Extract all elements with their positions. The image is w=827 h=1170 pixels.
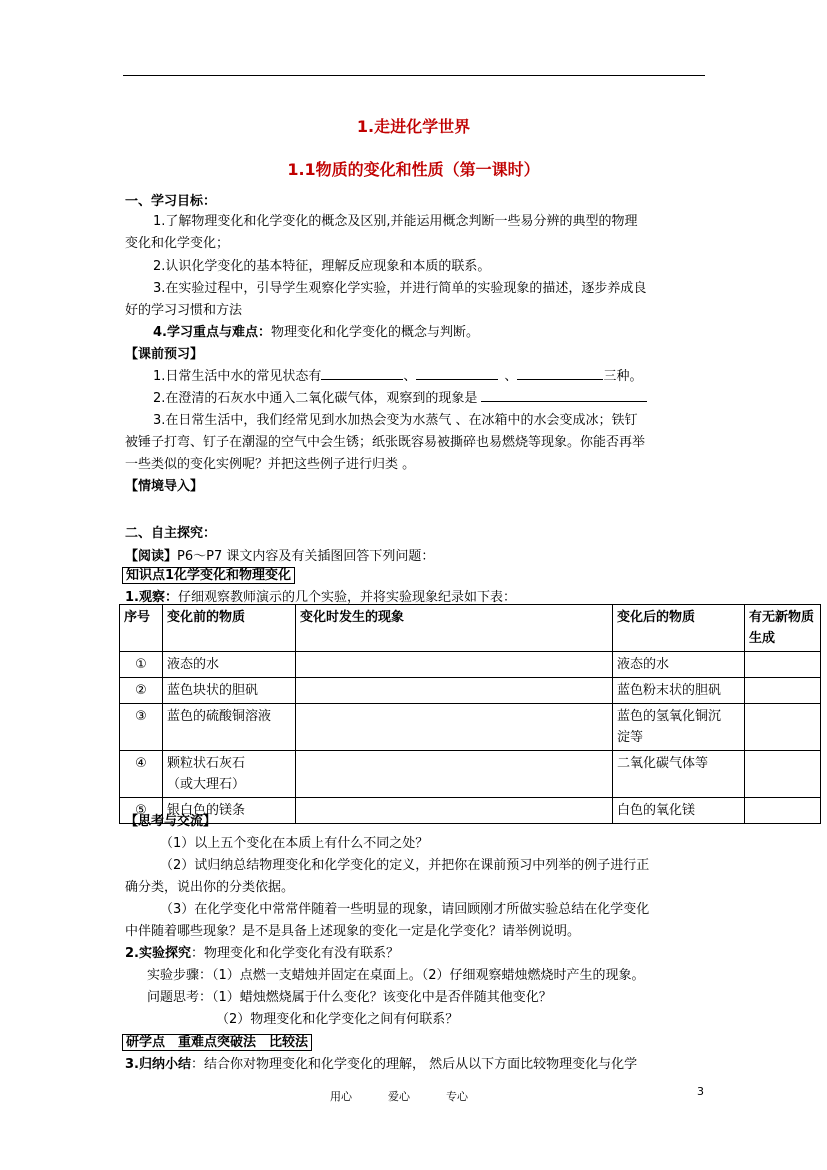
goal-2: 2.认识化学变化的基本特征，理解反应现象和本质的联系。	[153, 259, 491, 274]
row-phenomenon-cell[interactable]	[296, 751, 613, 798]
observe-line	[125, 586, 516, 605]
table-row	[120, 704, 821, 751]
row-before: 银白色的镁条	[163, 798, 296, 824]
think-q2b: 确分类，说出你的分类依据。	[125, 880, 295, 895]
footer-motto-3: 专心	[446, 1090, 468, 1103]
preview-q3b: 被锤子打弯、钉子在潮湿的空气中会生锈；纸张既容易被撕碎也易燃烧等现象。你能否再举	[125, 435, 646, 450]
goal-1b: 变化和化学变化；	[125, 236, 230, 251]
summary-label: 3.归纳小结	[125, 1057, 191, 1072]
row-before	[163, 751, 296, 798]
scene-heading: 【情境导入】	[125, 479, 204, 494]
page-subtitle: 1.1物质的变化和性质（第一课时）	[287, 160, 540, 179]
row-after	[613, 704, 745, 751]
summary-text: ：结合你对物理变化和化学变化的理解， 然后从以下方面比较物理变化与化学	[190, 1057, 638, 1072]
row-phenomenon-cell[interactable]	[296, 798, 613, 824]
row-after: 蓝色粉末状的胆矾	[613, 678, 745, 704]
summary-line	[125, 1053, 637, 1072]
answer-blank[interactable]	[481, 389, 647, 402]
header-new-substance: 有无新物质生成	[745, 605, 821, 652]
preview-q2-text: 2.在澄清的石灰水中通入二氧化碳气体，观察到的现象是	[153, 391, 478, 406]
row-phenomenon-cell[interactable]	[296, 704, 613, 751]
goal-3a: 3.在实验过程中，引导学生观察化学实验，并进行简单的实验现象的描述，逐步养成良	[153, 281, 647, 296]
row-no: ⑤	[120, 798, 163, 824]
answer-blank[interactable]	[321, 367, 403, 380]
page-number: 3	[697, 1085, 704, 1098]
preview-q3c: 一些类似的变化实例呢？并把这些例子进行归类 。	[125, 457, 416, 472]
reading-label: 【阅读】	[125, 549, 178, 564]
experiment-steps: 实验步骤：（1）点燃一支蜡烛并固定在桌面上。（2）仔细观察蜡烛燃烧时产生的现象。	[147, 968, 645, 983]
row-new-substance-cell[interactable]	[745, 678, 821, 704]
row-no: ③	[120, 704, 163, 751]
row-after: 二氧化碳气体等	[613, 751, 745, 798]
row-after: 液态的水	[613, 652, 745, 678]
row-no: ②	[120, 678, 163, 704]
preview-q3a: 3.在日常生活中，我们经常见到水加热会变为水蒸气 、在冰箱中的水会变成冰；铁钉	[153, 413, 638, 428]
goal-1a: 1.了解物理变化和化学变化的概念及区别,并能运用概念判断一些易分辨的典型的物理	[153, 214, 638, 229]
preview-q1-sep1: 、	[403, 369, 417, 384]
preview-q1	[153, 365, 642, 384]
preview-q2	[153, 387, 647, 406]
header-phenomenon: 变化时发生的现象	[296, 605, 613, 652]
footer-motto-2: 爱心	[388, 1090, 410, 1103]
row-before-line1: 颗粒状石灰石	[167, 756, 246, 771]
think-q3b: 中伴随着哪些现象？是不是具备上述现象的变化一定是化学变化？请举例说明。	[125, 924, 581, 939]
experiment-text: ：物理变化和化学变化有没有联系？	[190, 946, 399, 961]
goal-3b: 好的学习习惯和方法	[125, 303, 243, 318]
header-after: 变化后的物质	[613, 605, 745, 652]
preview-q1-sep2: 、	[504, 369, 518, 384]
row-before: 液态的水	[163, 652, 296, 678]
answer-blank[interactable]	[517, 367, 603, 380]
study-point-label: 研学点 重难点突破法 比较法	[122, 1034, 312, 1051]
table-row	[120, 751, 821, 798]
row-new-substance-cell[interactable]	[745, 751, 821, 798]
row-new-substance-cell[interactable]	[745, 652, 821, 678]
page-title: 1.走进化学世界	[356, 117, 471, 136]
observe-label: 1.观察：	[125, 590, 178, 605]
row-before-line2: （或大理石）	[167, 777, 246, 792]
think-q2a: （2）试归纳总结物理变化和化学变化的定义，并把你在课前预习中列举的例子进行正	[160, 858, 650, 873]
row-no: ④	[120, 751, 163, 798]
preview-heading: 【课前预习】	[125, 347, 204, 362]
think-q1: （1）以上五个变化在本质上有什么不同之处？	[160, 836, 429, 851]
row-after: 白色的氧化镁	[613, 798, 745, 824]
header-before: 变化前的物质	[163, 605, 296, 652]
row-phenomenon-cell[interactable]	[296, 678, 613, 704]
think-q3a: （3）在化学变化中常常伴随着一些明显的现象，请回顾刚才所做实验总结在化学变化	[160, 902, 650, 917]
row-after-line1: 蓝色的氢氧化铜沉	[617, 709, 722, 724]
section2-heading: 二、自主探究：	[125, 526, 217, 541]
row-before: 蓝色的硫酸铜溶液	[163, 704, 296, 751]
header-no: 序号	[120, 605, 163, 652]
knowledge-point-1	[122, 564, 295, 583]
row-new-substance-cell[interactable]	[745, 704, 821, 751]
knowledge-point-1-label: 知识点1化学变化和物理变化	[122, 567, 295, 584]
section1-heading: 一、学习目标：	[125, 194, 217, 209]
experiment-q1: 问题思考：（1）蜡烛燃烧属于什么变化？该变化中是否伴随其他变化？	[147, 990, 552, 1005]
table-row	[120, 678, 821, 704]
goal-4-text: 物理变化和化学变化的概念与判断。	[270, 325, 479, 340]
observe-text: 仔细观察教师演示的几个实验，并将实验现象纪录如下表：	[177, 590, 516, 605]
think-heading: 【思考与交流】	[125, 814, 217, 829]
footer-motto-1: 用心	[330, 1090, 352, 1103]
header-rule	[123, 75, 705, 76]
goal-4-label: 4.学习重点与难点：	[153, 325, 271, 340]
table-row	[120, 798, 821, 824]
experiment-label: 2.实验探究	[125, 946, 191, 961]
table-header-row	[120, 605, 821, 652]
preview-q1-text: 1.日常生活中水的常见状态有	[153, 369, 322, 384]
row-phenomenon-cell[interactable]	[296, 652, 613, 678]
experiment-line	[125, 942, 399, 961]
row-after-line2: 淀等	[617, 730, 644, 745]
study-point	[122, 1031, 312, 1050]
reading-text: P6～P7 课文内容及有关插图回答下列问题：	[177, 549, 435, 564]
observation-table	[119, 604, 821, 824]
goal-4	[153, 321, 479, 340]
table-row	[120, 652, 821, 678]
row-no: ①	[120, 652, 163, 678]
row-new-substance-cell[interactable]	[745, 798, 821, 824]
preview-q1-tail: 三种。	[603, 369, 643, 384]
experiment-q2: （2）物理变化和化学变化之间有何联系？	[216, 1012, 459, 1027]
answer-blank[interactable]	[416, 367, 498, 380]
reading-line	[125, 545, 434, 564]
row-before: 蓝色块状的胆矾	[163, 678, 296, 704]
